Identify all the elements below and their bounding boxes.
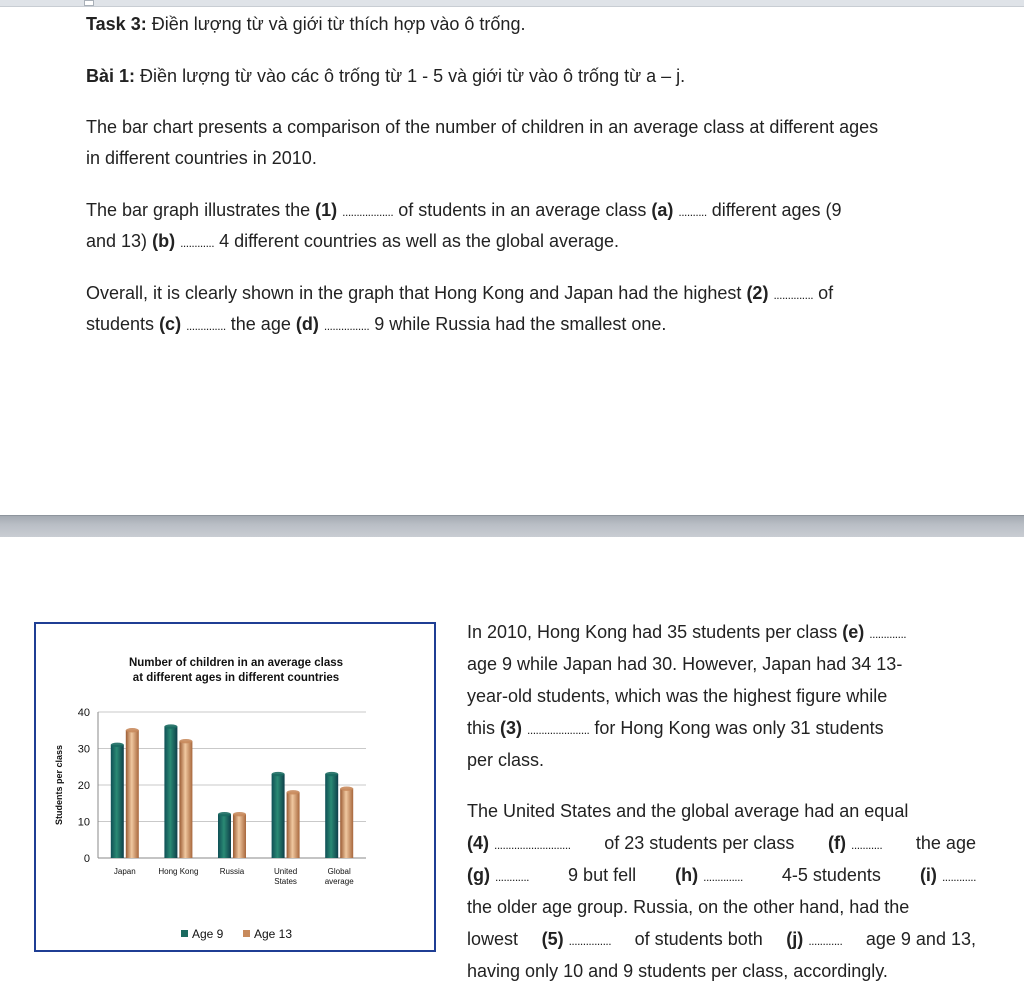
chart-title: Number of children in an average class [128, 657, 344, 669]
y-tick-label: 30 [77, 743, 90, 756]
right2-line-1: The United States and the global average had an equal [467, 801, 909, 821]
horizontal-ruler[interactable] [0, 0, 1024, 7]
legend-swatch-age9 [181, 930, 188, 937]
bar-cap [126, 728, 139, 732]
blank-i[interactable]: ............ [941, 870, 976, 884]
page-break [0, 515, 1024, 537]
x-tick-label: United [274, 867, 298, 876]
right2-line-2: (4) ........................... of 23 students per class (f) ........... the age [467, 833, 976, 853]
x-tick-label: Russia [219, 867, 245, 876]
right1-line-1: In 2010, Hong Kong had 35 students per class (e) ............. [467, 622, 907, 642]
x-tick-label: Global [327, 867, 351, 876]
legend-label-age9: Age 9 [192, 927, 224, 941]
indent-marker[interactable] [84, 0, 94, 6]
bar-cap [233, 812, 246, 816]
bar-cap [325, 772, 338, 776]
right1-line-5: per class. [467, 750, 545, 770]
para1-line-1: The bar graph illustrates the (1) .................. of students in an average class (a) .......... different ages (9 [86, 200, 842, 220]
bar-cap [287, 790, 300, 794]
y-tick-label: 0 [83, 853, 90, 865]
right2-line-6: having only 10 and 9 students per class, accordingly. [467, 961, 888, 981]
chart-title: at different ages in different countries [132, 672, 340, 684]
right1-line-4: this (3) ...................... for Hong Kong was only 31 students [467, 718, 884, 738]
document-page-2 [0, 537, 1024, 1002]
bar-age-9 [111, 745, 124, 858]
task-heading: Task 3: Điền lượng từ và giới từ thích hợp vào ô trống. [86, 14, 526, 34]
bar-age-9 [325, 774, 338, 858]
blank-d[interactable]: ................ [323, 319, 370, 333]
bar-cap [272, 772, 285, 776]
bar-cap [164, 724, 177, 728]
right1-line-2: age 9 while Japan had 30. However, Japan had 34 13- [467, 654, 903, 674]
bar-age-13 [287, 792, 300, 858]
y-tick-label: 20 [77, 780, 90, 792]
intro-line-1: The bar chart presents a comparison of the number of children in an average class at different ages [86, 117, 879, 137]
intro-line-2: in different countries in 2010. [86, 148, 317, 168]
bar-cap [111, 743, 124, 747]
bar-chart [34, 622, 436, 952]
blank-2[interactable]: .............. [773, 288, 814, 302]
right1-line-3: year-old students, which was the highest figure while [467, 686, 888, 706]
bar-age-13 [340, 789, 353, 858]
blank-a[interactable]: .......... [678, 205, 707, 219]
blank-j[interactable]: ............ [808, 934, 843, 948]
blank-c[interactable]: .............. [186, 319, 226, 333]
para2-line-2: students (c) .............. the age (d) ................ 9 while Russia had the smallest one. [86, 314, 667, 334]
blank-b[interactable]: ............ [180, 236, 215, 250]
right2-line-5: lowest (5) ............... of students both (j) ............ age 9 and 13, [467, 929, 976, 949]
right2-line-4: the older age group. Russia, on the other hand, had the [467, 897, 910, 917]
legend-label-age13: Age 13 [254, 927, 293, 941]
right2-line-3: (g) ............ 9 but fell (h) .............. 4-5 students (i) ............ [467, 865, 976, 885]
blank-e[interactable]: ............. [869, 627, 907, 641]
bar-age-13 [233, 814, 246, 858]
blank-4[interactable]: ........................... [494, 838, 571, 852]
bar-age-13 [179, 741, 192, 858]
x-tick-label: average [324, 877, 354, 886]
bar-age-9 [164, 727, 177, 858]
x-tick-label: Hong Kong [158, 867, 199, 876]
blank-f[interactable]: ........... [851, 838, 883, 852]
chart-svg [36, 624, 434, 950]
bar-cap [218, 812, 231, 816]
bar-age-9 [272, 774, 285, 858]
y-tick-label: 40 [77, 707, 90, 719]
y-tick-label: 10 [77, 816, 90, 829]
blank-h[interactable]: .............. [703, 870, 743, 884]
blank-1[interactable]: .................. [342, 205, 394, 219]
bar-cap [340, 786, 353, 790]
x-tick-label: Japan [113, 867, 136, 876]
x-tick-label: States [274, 877, 297, 886]
bar-cap [179, 739, 192, 743]
bar-age-13 [126, 730, 139, 858]
blank-3[interactable]: ...................... [527, 723, 590, 737]
para2-line-1: Overall, it is clearly shown in the graph that Hong Kong and Japan had the highest (2) .............. of [86, 283, 834, 303]
legend-swatch-age13 [243, 930, 250, 937]
exercise-heading: Bài 1: Điền lượng từ vào các ô trống từ 1 - 5 và giới từ vào ô trống từ a – j. [86, 66, 686, 86]
y-axis-label: Students per class [54, 744, 64, 826]
para1-line-2: and 13) (b) ............ 4 different countries as well as the global average. [86, 231, 620, 251]
blank-5[interactable]: ............... [568, 934, 612, 948]
document-page-1 [0, 7, 1024, 515]
blank-g[interactable]: ............ [495, 870, 530, 884]
bar-age-9 [218, 814, 231, 858]
